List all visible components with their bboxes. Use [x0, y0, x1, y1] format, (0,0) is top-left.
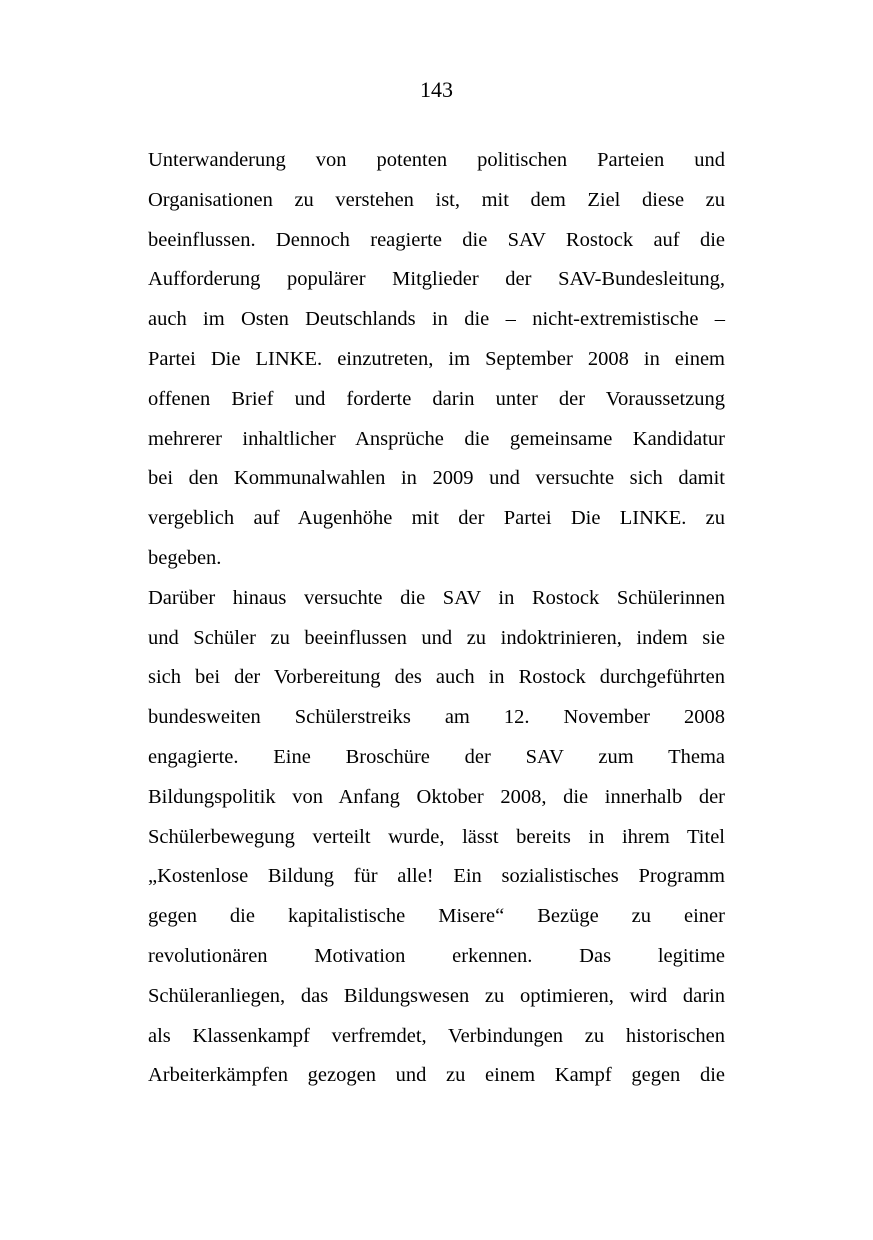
body-text [148, 141, 725, 1096]
text-line: Organisationen zu verstehen ist, mit dem Ziel diese zu [148, 188, 725, 211]
text-line: bundesweiten Schülerstreiks am 12. November 2008 [148, 706, 725, 729]
text-line: offenen Brief und forderte darin unter der Voraussetzung [148, 387, 725, 410]
text-line: mehrerer inhaltlicher Ansprüche die gemeinsame Kandidatur [148, 427, 725, 450]
text-line: revolutionären Motivation erkennen. Das legitime [148, 944, 725, 967]
text-line: Partei Die LINKE. einzutreten, im September 2008 in einem [148, 347, 725, 370]
text-line: Unterwanderung von potenten politischen Parteien und [148, 149, 725, 171]
text-line: „Kostenlose Bildung für alle! Ein sozialistisches Programm [148, 865, 725, 888]
text-line: bei den Kommunalwahlen in 2009 und versuchte sich damit [148, 467, 725, 490]
paragraph-end-line: begeben. [148, 546, 222, 569]
text-line: vergeblich auf Augenhöhe mit der Partei Die LINKE. zu [148, 507, 725, 530]
text-line: engagierte. Eine Broschüre der SAV zum Thema [148, 745, 725, 768]
text-line: Bildungspolitik von Anfang Oktober 2008, die innerhalb der [148, 785, 725, 808]
page-number: 143 [420, 77, 453, 102]
text-line: Schülerbewegung verteilt wurde, lässt bereits in ihrem Titel [148, 825, 725, 848]
text-line: beeinflussen. Dennoch reagierte die SAV Rostock auf die [148, 228, 725, 251]
text-line: gegen die kapitalistische Misere“ Bezüge zu einer [148, 905, 725, 928]
text-line: Darüber hinaus versuchte die SAV in Rostock Schülerinnen [148, 586, 725, 609]
text-line: als Klassenkampf verfremdet, Verbindungen zu historischen [148, 1024, 725, 1047]
text-line: und Schüler zu beeinflussen und zu indoktrinieren, indem sie [148, 626, 725, 649]
text-line: sich bei der Vorbereitung des auch in Rostock durchgeführten [148, 666, 725, 689]
text-line: Aufforderung populärer Mitglieder der SAV-Bundesleitung, [148, 268, 725, 291]
text-line: auch im Osten Deutschlands in die – nicht-extremistische – [148, 308, 725, 331]
text-line: Arbeiterkämpfen gezogen und zu einem Kampf gegen die [148, 1064, 725, 1087]
text-line: Schüleranliegen, das Bildungswesen zu optimieren, wird darin [148, 984, 725, 1007]
